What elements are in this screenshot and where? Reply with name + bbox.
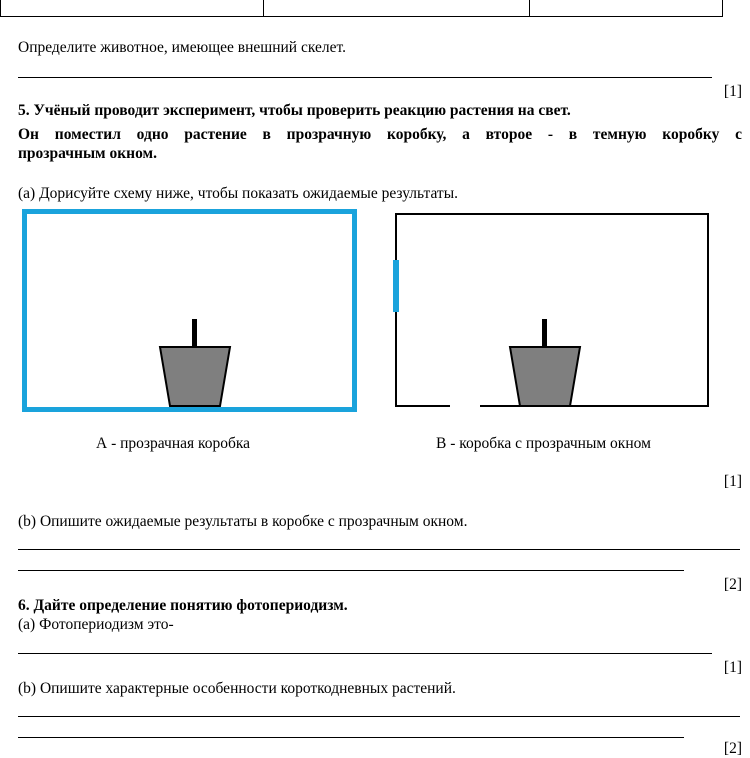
answer-line[interactable]: [18, 570, 684, 571]
caption-box-b: В - коробка с прозрачным окном: [436, 435, 651, 452]
q6-mark-b: [2]: [723, 740, 742, 757]
answer-line[interactable]: [18, 653, 712, 654]
q5-heading-line1: 5. Учёный проводит эксперимент, чтобы проверить реакцию растения на свет.: [18, 102, 571, 119]
answer-line[interactable]: [18, 737, 684, 738]
q6-mark-a: [1]: [723, 659, 742, 676]
table-divider: [529, 0, 530, 16]
q5-part-b: (b) Опишите ожидаемые результаты в коробке с прозрачным окном.: [18, 513, 468, 530]
q5-part-a: (a) Дорисуйте схему ниже, чтобы показать ожидаемые результаты.: [18, 185, 458, 202]
q4-question: Определите животное, имеющее внешний скелет.: [18, 39, 346, 56]
q5-mark-b: [2]: [723, 576, 742, 593]
q6-part-b: (b) Опишите характерные особенности короткодневных растений.: [18, 680, 456, 697]
answer-line[interactable]: [18, 716, 740, 717]
plant-stem-b: [542, 319, 547, 347]
q5-heading-line2: Он поместил одно растение в прозрачную коробку, а второе - в темную коробку с: [18, 126, 742, 143]
experiment-diagram: [0, 205, 750, 425]
q5-mark-a: [1]: [723, 473, 742, 490]
plant-stem-a: [192, 319, 197, 347]
caption-box-a: А - прозрачная коробка: [96, 435, 251, 452]
plant-pot-b: [510, 347, 580, 406]
plant-pot-a: [160, 347, 230, 406]
transparent-window: [393, 260, 399, 312]
q4-mark: [1]: [723, 83, 742, 100]
q6-heading: 6. Дайте определение понятию фотопериодизм.: [18, 597, 348, 614]
q5-heading-line3: прозрачным окном.: [18, 145, 157, 162]
top-table-fragment: [0, 0, 723, 17]
table-divider: [263, 0, 264, 16]
q6-part-a: (a) Фотопериодизм это-: [18, 616, 174, 633]
answer-line[interactable]: [18, 77, 712, 78]
answer-line[interactable]: [18, 549, 740, 550]
